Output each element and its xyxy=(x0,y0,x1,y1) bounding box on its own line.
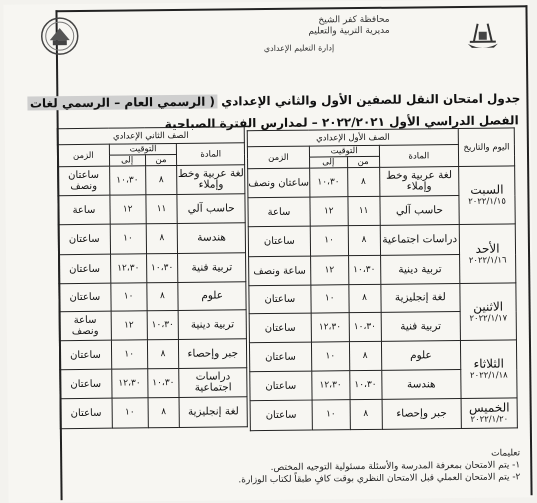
day-date: ٢٠٢٢/١/١٦ xyxy=(468,255,507,266)
day-name: الاثنين xyxy=(473,299,504,314)
day-cell xyxy=(460,283,516,341)
to-cell: ١٠ xyxy=(110,224,146,254)
instructions-heading: تعليمات xyxy=(491,448,521,459)
duration-header: الزمن xyxy=(57,144,109,167)
title-line-2: الفصل الدراسي الأول ٢٠٢٢/٢٠٢١ – لمدارس الفترة الصباحية xyxy=(164,113,519,132)
to-cell: ١٢،٣٠ xyxy=(110,254,146,283)
from-cell: ٨ xyxy=(347,167,379,196)
to-cell: ١٠ xyxy=(312,400,350,430)
duration-cell: ساعتان xyxy=(60,398,112,429)
subject-cell: تربية فنية xyxy=(381,312,461,342)
department-name: إدارة التعليم الإعدادي xyxy=(263,43,335,54)
grade-header: الصف الأول الإعدادي xyxy=(247,129,458,147)
day-date: ٢٠٢٢/١/٢٠ xyxy=(470,414,509,425)
day-cell xyxy=(459,224,515,284)
duration-cell: ساعتان xyxy=(249,342,311,372)
duration-cell: ساعتان xyxy=(250,371,312,401)
day-date-header: اليوم والتاريخ xyxy=(458,128,514,167)
duration-cell: ساعتان xyxy=(250,400,312,431)
table-row xyxy=(248,224,515,257)
first-grade-body xyxy=(248,166,518,431)
table-row xyxy=(58,165,245,196)
subject-cell: هندسة xyxy=(381,369,461,399)
subject-cell: لغة إنجليزية xyxy=(380,284,460,313)
duration-header: الزمن xyxy=(247,146,309,169)
day-name: الثلاثاء xyxy=(473,356,505,371)
duration-cell: ساعتان xyxy=(59,254,111,284)
from-cell: ١٠،٣٠ xyxy=(349,312,381,341)
to-cell: ١٠ xyxy=(311,285,349,313)
to-cell: ١٢ xyxy=(310,256,348,285)
subject-cell: حاسب آلي xyxy=(379,196,459,226)
duration-cell: ساعتان xyxy=(60,369,112,399)
to-cell: ١٢ xyxy=(310,197,348,226)
grade-header: الصف الثاني الإعدادي xyxy=(57,127,244,145)
from-cell: ٨ xyxy=(348,284,380,312)
from-header: من xyxy=(145,154,177,165)
subject-header: المادة xyxy=(379,145,459,168)
table-row xyxy=(250,398,517,431)
subject-cell: علوم xyxy=(381,340,461,370)
to-cell: ١٠ xyxy=(311,342,349,371)
day-date: ٢٠٢٢/١/١٥ xyxy=(468,196,506,207)
day-cell xyxy=(461,398,517,429)
from-cell: ١٠،٣٠ xyxy=(147,310,179,339)
duration-cell: ساعة xyxy=(58,195,110,225)
subject-cell: لغة عربية وخط وإملاء xyxy=(379,167,459,197)
table-row xyxy=(58,223,245,255)
from-header: من xyxy=(347,156,379,167)
instruction-item: ٢- يتم الامتحان العملي قبل الامتحان النظري بوقت كافٍ طبقاً لكتاب الوزارة. xyxy=(238,472,521,486)
to-header: إلى xyxy=(309,157,347,168)
second-grade-table xyxy=(57,126,248,429)
governorate-name: محافظة كفر الشيخ xyxy=(318,14,390,26)
duration-cell: ساعتان xyxy=(249,285,311,314)
subject-cell: جبر وإحصاء xyxy=(179,339,247,369)
duration-cell: ساعتان xyxy=(249,313,311,343)
duration-cell: ساعتان xyxy=(59,340,111,370)
title-highlight: ( الرسمي العام – الرسمي لغات xyxy=(29,94,216,111)
subject-cell: حاسب آلي xyxy=(177,194,245,224)
from-cell: ١١ xyxy=(348,196,380,225)
to-cell: ١٠ xyxy=(310,226,348,256)
instruction-item: ١- يتم الامتحان بمعرفة المدرسة والأسئلة مسئولية التوجيه المختص. xyxy=(270,460,521,473)
day-cell xyxy=(459,166,515,225)
table-row xyxy=(60,368,247,399)
timing-header: التوقيت xyxy=(309,145,379,157)
duration-cell: ساعة ونصف xyxy=(59,311,111,341)
to-cell: ١٠ xyxy=(111,340,147,369)
subject-cell: جبر وإحصاء xyxy=(382,398,462,429)
day-cell xyxy=(461,340,517,399)
from-cell: ٨ xyxy=(349,341,381,370)
day-name: السبت xyxy=(470,182,504,197)
table-row xyxy=(249,340,516,372)
from-cell: ١١ xyxy=(145,194,177,223)
table-row xyxy=(248,166,515,198)
from-cell: ٨ xyxy=(146,282,178,310)
duration-cell: ساعتان xyxy=(58,224,110,255)
duration-cell: ساعتان ونصف xyxy=(248,168,310,198)
table-row xyxy=(59,282,246,312)
subject-cell: علوم xyxy=(178,282,246,311)
duration-cell: ساعتان xyxy=(59,283,111,312)
title-prefix: جدول امتحان النقل للصفين الأول والثاني الإعدادي xyxy=(221,91,521,109)
subject-header: المادة xyxy=(177,143,245,166)
subject-cell: دراسات اجتماعية xyxy=(179,368,247,398)
timing-header: التوقيت xyxy=(109,143,177,155)
first-grade-table xyxy=(247,127,518,431)
subject-cell: لغة عربية وخط وإملاء xyxy=(177,165,245,195)
second-grade-body xyxy=(58,165,248,429)
table-row xyxy=(59,310,246,341)
subject-cell: تربية فنية xyxy=(178,253,246,283)
from-cell: ٨ xyxy=(148,397,180,427)
header-directorate xyxy=(210,15,390,39)
from-cell: ٨ xyxy=(147,339,179,368)
duration-cell: ساعة xyxy=(248,197,310,227)
from-cell: ١٠،٣٠ xyxy=(348,255,380,284)
table-row xyxy=(60,397,247,429)
table-row xyxy=(249,283,516,314)
duration-cell: ساعة ونصف xyxy=(249,256,311,286)
subject-cell: لغة إنجليزية xyxy=(179,397,247,428)
instructions xyxy=(160,447,520,487)
duration-cell: ساعتان xyxy=(248,226,310,257)
day-name: الأحد xyxy=(475,241,500,256)
to-header: إلى xyxy=(109,155,145,166)
to-cell: ١٢،٣٠ xyxy=(312,371,350,400)
ministry-logo xyxy=(40,16,80,56)
subject-cell: هندسة xyxy=(178,223,246,254)
table-row xyxy=(59,339,246,370)
to-cell: ١٢،٣٠ xyxy=(311,313,349,342)
to-cell: ١٠ xyxy=(112,398,148,428)
from-cell: ١٠،٣٠ xyxy=(349,370,381,399)
to-cell: ١٢ xyxy=(110,195,146,224)
subject-cell: دراسات اجتماعية xyxy=(380,225,460,256)
to-cell: ١٠،٣٠ xyxy=(309,168,347,197)
to-cell: ١٠ xyxy=(111,283,147,311)
governorate-logo xyxy=(464,18,502,54)
document-sheet xyxy=(3,0,534,503)
to-cell: ١٠،٣٠ xyxy=(109,166,145,195)
from-cell: ٨ xyxy=(146,223,178,253)
table-row xyxy=(58,194,245,225)
day-name: الخميس xyxy=(468,400,510,415)
to-cell: ١٢ xyxy=(111,311,147,340)
day-date: ٢٠٢٢/١/١٨ xyxy=(469,370,508,381)
directorate-name: مديرية التربية والتعليم xyxy=(308,25,390,37)
to-cell: ١٢،٣٠ xyxy=(111,369,147,398)
from-cell: ٨ xyxy=(348,225,380,255)
from-cell: ٨ xyxy=(145,165,177,194)
subject-cell: تربية دينية xyxy=(179,310,247,340)
from-cell: ١٠،٣٠ xyxy=(146,253,178,282)
from-cell: ١٠،٣٠ xyxy=(147,368,179,397)
duration-cell: ساعتان ونصف xyxy=(58,166,110,196)
day-date: ٢٠٢٢/١/١٧ xyxy=(469,313,508,324)
from-cell: ٨ xyxy=(350,399,382,429)
table-row xyxy=(59,253,246,284)
subject-cell: تربية دينية xyxy=(380,255,460,285)
